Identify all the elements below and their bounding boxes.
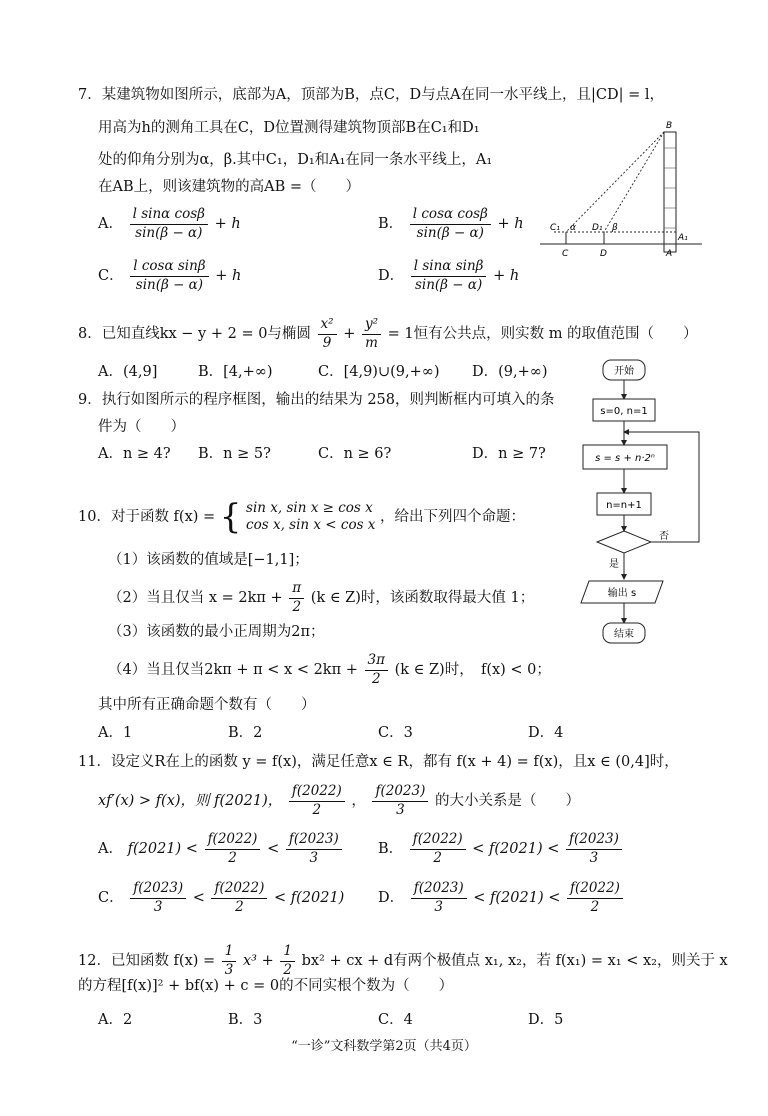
x-cubed-term: x³ +: [243, 953, 274, 969]
q10-statement-1: （1）该函数的值域是[−1,1]；: [108, 552, 309, 568]
fraction-denominator: sin(β − α): [135, 224, 203, 241]
fraction-denominator: 3: [434, 898, 443, 915]
output-label: 输出 s: [607, 588, 637, 599]
fraction-denominator: 2: [590, 898, 600, 915]
label-a1: A₁: [678, 233, 688, 243]
lt-sign: <: [185, 841, 198, 857]
q12-line1-pre: 12．已知函数 f(x) =: [78, 953, 216, 969]
q11-option-d: [378, 882, 625, 914]
q7-line2: 用高为h的测角工具在C，D位置测得建筑物顶部B在C₁和D₁: [98, 120, 480, 136]
q9-option-d: D．n ≥ 7?: [472, 446, 546, 462]
plus-sign: +: [343, 326, 356, 342]
statement-2-pre: （2）当且仅当 x = 2kπ +: [108, 590, 283, 606]
q10-ask: 其中所有正确命题个数有（ ）: [98, 697, 316, 713]
label-b: B: [666, 121, 673, 131]
option-tail: + h: [493, 268, 520, 284]
fraction-denominator: m: [365, 334, 378, 351]
fraction-numerator: f(2022): [567, 882, 623, 899]
option-label: B．: [378, 216, 404, 232]
statement-4-pre: （4）当且仅当2kπ + π < x < 2kπ +: [108, 662, 358, 678]
option-label: C．: [98, 268, 124, 284]
fraction-denominator: 2: [228, 849, 237, 866]
label-c1: C₁: [550, 223, 560, 233]
q12-line1-post: bx² + cx + d有两个极值点 x₁, x₂，若 f(x₁) = x₁ < x₂，则关于 x: [301, 953, 728, 969]
q10-option-a: A．1: [98, 725, 133, 741]
option-tail: + h: [497, 216, 524, 232]
q7-option-a: [98, 208, 241, 240]
q11-option-c: [98, 882, 344, 914]
label-d1: D₁: [592, 223, 603, 233]
fraction-numerator: l cosα cosβ: [410, 208, 491, 225]
lt-sign: <: [273, 890, 287, 906]
label-alpha: α: [570, 223, 576, 233]
piecewise-cases: [246, 499, 376, 533]
q8-stem-post: = 1恒有公共点，则实数 m 的取值范围（ ）: [387, 326, 698, 342]
lt-sign: <: [472, 841, 485, 857]
f-2021: f(2021): [490, 890, 544, 906]
q10-option-c: C．3: [378, 725, 413, 741]
fraction-denominator: sin(β − α): [416, 224, 484, 241]
increment-label: n=n+1: [606, 500, 642, 511]
fraction-denominator: 2: [283, 961, 292, 978]
fraction-numerator: π: [289, 582, 304, 599]
label-beta: β: [612, 223, 618, 233]
option-label: D．: [378, 268, 405, 284]
label-d: D: [600, 249, 607, 259]
q7-option-b: [378, 208, 524, 240]
case-2: cos x, sin x < cos x: [246, 517, 376, 533]
lt-sign: <: [473, 890, 486, 906]
yes-label: 是: [609, 559, 619, 570]
fraction-denominator: 3: [224, 961, 234, 978]
fraction-numerator: f(2023): [286, 833, 342, 850]
q9-line1: 9．执行如图所示的程序框图，输出的结果为 258，则判断框内可填入的条: [78, 392, 555, 408]
q7-line4: 在AB上，则该建筑物的高AB =（ ）: [98, 179, 361, 195]
fraction-numerator: x²: [318, 318, 337, 335]
lt-sign: <: [192, 890, 205, 906]
q11-option-b: [378, 833, 624, 865]
page-footer: “一诊”文科数学第2页（共4页）: [291, 1039, 477, 1054]
fraction-numerator: f(2023): [566, 833, 622, 850]
fraction-numerator: f(2023): [130, 882, 186, 899]
init-label: s=0, n=1: [600, 406, 648, 417]
q9-option-a: A．n ≥ 4?: [98, 446, 171, 462]
q8-stem: [78, 318, 698, 350]
building-shape: [664, 132, 676, 252]
fraction-numerator: f(2022): [211, 882, 267, 899]
q10-option-d: D．4: [528, 725, 564, 741]
comma: ，: [351, 793, 366, 809]
building-figure: [540, 118, 710, 263]
no-label: 否: [659, 531, 669, 542]
sight-line-d: [604, 132, 664, 232]
q8-option-c: C．[4,9)∪(9,+∞): [318, 364, 440, 380]
q10-statement-3: （3）该函数的最小正周期为2π；: [108, 624, 325, 640]
fraction-numerator: l cosα sinβ: [130, 260, 208, 277]
fraction-numerator: f(2023): [372, 785, 428, 802]
start-label: 开始: [614, 366, 634, 377]
flowchart: [575, 355, 705, 650]
end-label: 结束: [614, 629, 634, 640]
fraction-denominator: 2: [371, 670, 381, 687]
option-label: A．: [98, 216, 123, 232]
option-label: D．: [378, 890, 405, 906]
statement-2-post: (k ∈ Z)时，该函数取得最大值 1；: [310, 590, 535, 606]
option-label: B．: [378, 841, 404, 857]
fraction-denominator: 3: [589, 849, 599, 866]
fraction-denominator: 2: [292, 598, 302, 615]
lt-sign: <: [267, 841, 280, 857]
q12-option-b: B．3: [228, 1012, 263, 1028]
q11-option-a: [98, 833, 344, 865]
fraction-numerator: f(2023): [411, 882, 467, 899]
q9-option-c: C．n ≥ 6?: [318, 446, 392, 462]
q8-stem-pre: 8．已知直线kx − y + 2 = 0与椭圆: [78, 326, 311, 342]
q11-line2-pre: xf′(x) > f(x)，则 f(2021)，: [98, 793, 283, 809]
q12-line1: [78, 945, 728, 977]
fraction-numerator: y²: [362, 318, 381, 335]
fraction-denominator: 3: [153, 898, 163, 915]
q10-stem-post: ，给出下列四个命题：: [380, 509, 526, 525]
fraction-denominator: 2: [235, 898, 244, 915]
brace: {: [219, 497, 242, 537]
q12-option-a: A．2: [98, 1012, 133, 1028]
q10-stem-pre: 10．对于函数 f(x) =: [78, 509, 216, 525]
fraction-numerator: l sinα sinβ: [411, 260, 487, 277]
statement-4-post: (k ∈ Z)时， f(x) < 0；: [394, 662, 551, 678]
q8-option-a: A．(4,9]: [98, 364, 158, 380]
q10-option-b: B．2: [228, 725, 263, 741]
fraction-denominator: sin(β − α): [135, 276, 204, 293]
fraction-denominator: 3: [309, 849, 319, 866]
option-tail: + h: [214, 216, 241, 232]
q8-option-d: D．(9,+∞): [472, 364, 548, 380]
option-label: C．: [98, 890, 124, 906]
sight-line-c: [566, 132, 664, 232]
q12-line2: 的方程[f(x)]² + bf(x) + c = 0的不同实根个数为（ ）: [78, 978, 454, 994]
case-1: sin x, sin x ≥ cos x: [246, 499, 373, 516]
fraction-numerator: 1: [280, 945, 295, 962]
lt-sign: <: [547, 841, 560, 857]
f-2021: f(2021): [290, 890, 345, 906]
label-a: A: [666, 249, 673, 259]
fraction-denominator: 3: [396, 801, 405, 818]
q11-line1: 11．设定义R在上的函数 y = f(x)，满足任意x ∈ R，都有 f(x + 4) = f(x)，且x ∈ (0,4]时，: [78, 754, 679, 770]
q7-line3: 处的仰角分别为α，β.其中C₁，D₁和A₁在同一条水平线上，A₁: [98, 152, 493, 168]
q10-stem: [78, 497, 526, 537]
q12-option-c: C．4: [378, 1012, 413, 1028]
q10-statement-2: [108, 582, 534, 614]
fraction-numerator: 3π: [365, 654, 388, 671]
fraction-denominator: 2: [433, 849, 442, 866]
fraction-denominator: 9: [322, 334, 332, 351]
q8-option-b: B．[4,+∞): [198, 364, 273, 380]
fraction-numerator: 1: [222, 945, 237, 962]
update-label: s = s + n·2ⁿ: [595, 453, 655, 464]
q9-line2: 件为（ ）: [98, 419, 185, 435]
q11-line2-post: 的大小关系是（ ）: [434, 793, 580, 809]
decision-diamond: [597, 531, 651, 553]
option-tail: + h: [215, 268, 242, 284]
q7-option-c: [98, 260, 241, 292]
option-label: A．: [98, 841, 123, 857]
q7-option-d: [378, 260, 519, 292]
f-2021: f(2021): [489, 841, 543, 857]
q11-line2: [98, 785, 580, 817]
fraction-numerator: f(2022): [410, 833, 466, 850]
q7-line1: 7．某建筑物如图所示，底部为A，顶部为B，点C，D与点A在同一水平线上，且|CD| = l，: [78, 87, 665, 103]
fraction-denominator: sin(β − α): [414, 276, 483, 293]
lt-sign: <: [548, 890, 561, 906]
q10-statement-4: [108, 654, 551, 686]
f-2021: f(2021): [127, 841, 182, 857]
q9-option-b: B．n ≥ 5?: [198, 446, 271, 462]
fraction-numerator: l sinα cosβ: [130, 208, 208, 225]
fraction-numerator: f(2022): [289, 785, 345, 802]
label-c: C: [562, 249, 569, 259]
fraction-numerator: f(2022): [205, 833, 261, 850]
q12-option-d: D．5: [528, 1012, 564, 1028]
fraction-denominator: 2: [312, 801, 322, 818]
